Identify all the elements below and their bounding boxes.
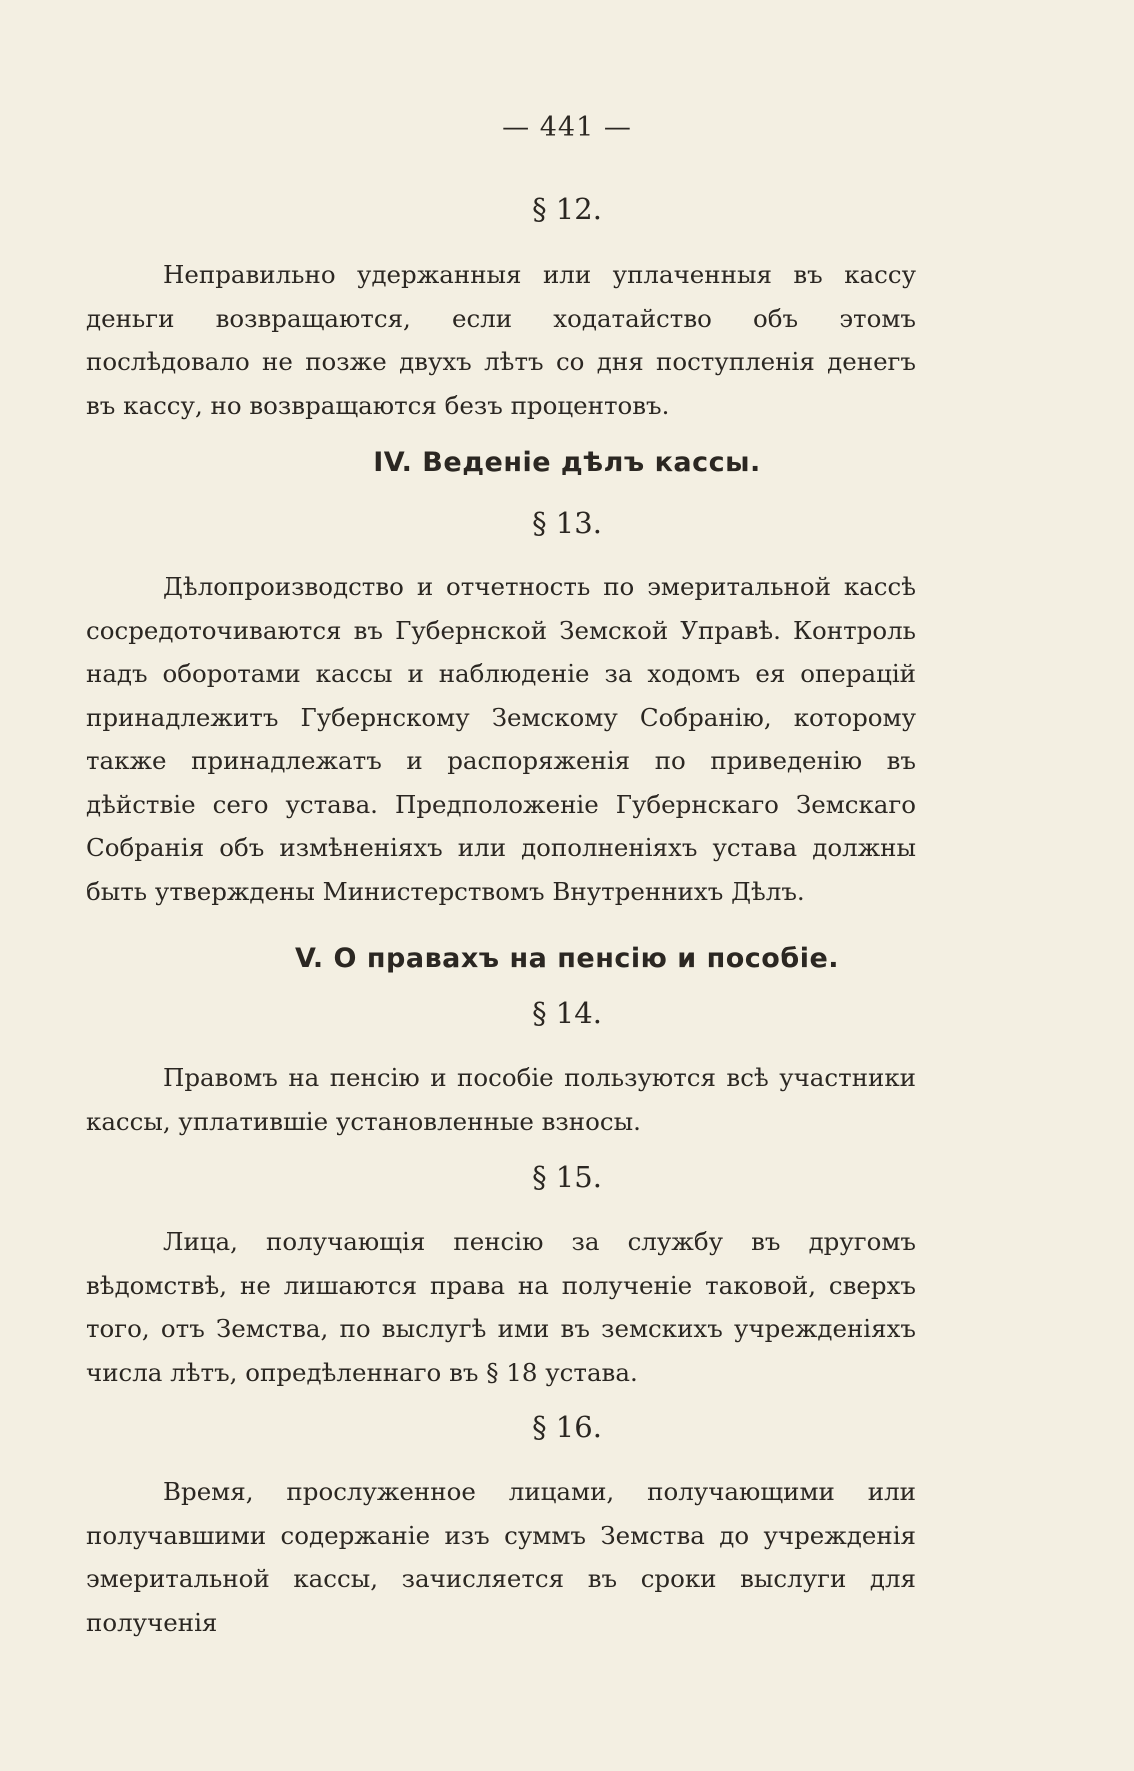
section-mark-16: § 16. xyxy=(532,1410,602,1444)
paragraph-15 xyxy=(86,1220,916,1394)
paragraph-13 xyxy=(86,565,916,913)
paragraph-14 xyxy=(86,1056,916,1143)
section-mark-14: § 14. xyxy=(532,996,602,1030)
paragraph-14-text: Правомъ на пенсію и пособіе пользуются всѣ участники кассы, уплатившіе установленные взносы. xyxy=(86,1063,916,1136)
chapter-heading-v: V. О правахъ на пенсію и пособіе. xyxy=(294,943,840,974)
section-mark-13: § 13. xyxy=(532,506,602,540)
paragraph-13-text: Дѣлопроизводство и отчетность по эмеритальной кассѣ сосредоточиваются въ Губернской Земской Управѣ. Контроль надъ оборотами кассы и наблюденіе за ходомъ ея операцій принадлежитъ Губернскому Земскому Собранію, которому также принадлежатъ и распоряженія по приведенію въ дѣйствіе сего устава. Предположеніе Губернскаго Земскаго Собранія объ измѣненіяхъ или дополненіяхъ устава должны быть утверждены Министерствомъ Внутреннихъ Дѣлъ. xyxy=(86,572,916,906)
paragraph-15-text: Лица, получающія пенсію за службу въ другомъ вѣдомствѣ, не лишаются права на полученіе таковой, сверхъ того, отъ Земства, по выслугѣ ими въ земскихъ учрежденіяхъ числа лѣтъ, опредѣленнаго въ § 18 устава. xyxy=(86,1227,916,1387)
paragraph-12 xyxy=(86,253,916,427)
paragraph-16-text: Время, прослуженное лицами, получающими или получавшими содержаніе изъ суммъ Земства до учрежденія эмеритальной кассы, зачисляется въ сроки выслуги для полученія xyxy=(86,1477,916,1637)
paragraph-12-text: Неправильно удержанныя или уплаченныя въ кассу деньги возвращаются, если ходатайство объ этомъ послѣдовало не позже двухъ лѣтъ со дня поступленія денегъ въ кассу, но возвращаются безъ процентовъ. xyxy=(86,260,916,420)
section-mark-15: § 15. xyxy=(532,1160,602,1194)
section-mark-12: § 12. xyxy=(532,192,602,226)
chapter-heading-iv: IV. Веденіе дѣлъ кассы. xyxy=(373,447,761,478)
paragraph-16 xyxy=(86,1470,916,1644)
page-number: — 441 — xyxy=(502,112,632,143)
